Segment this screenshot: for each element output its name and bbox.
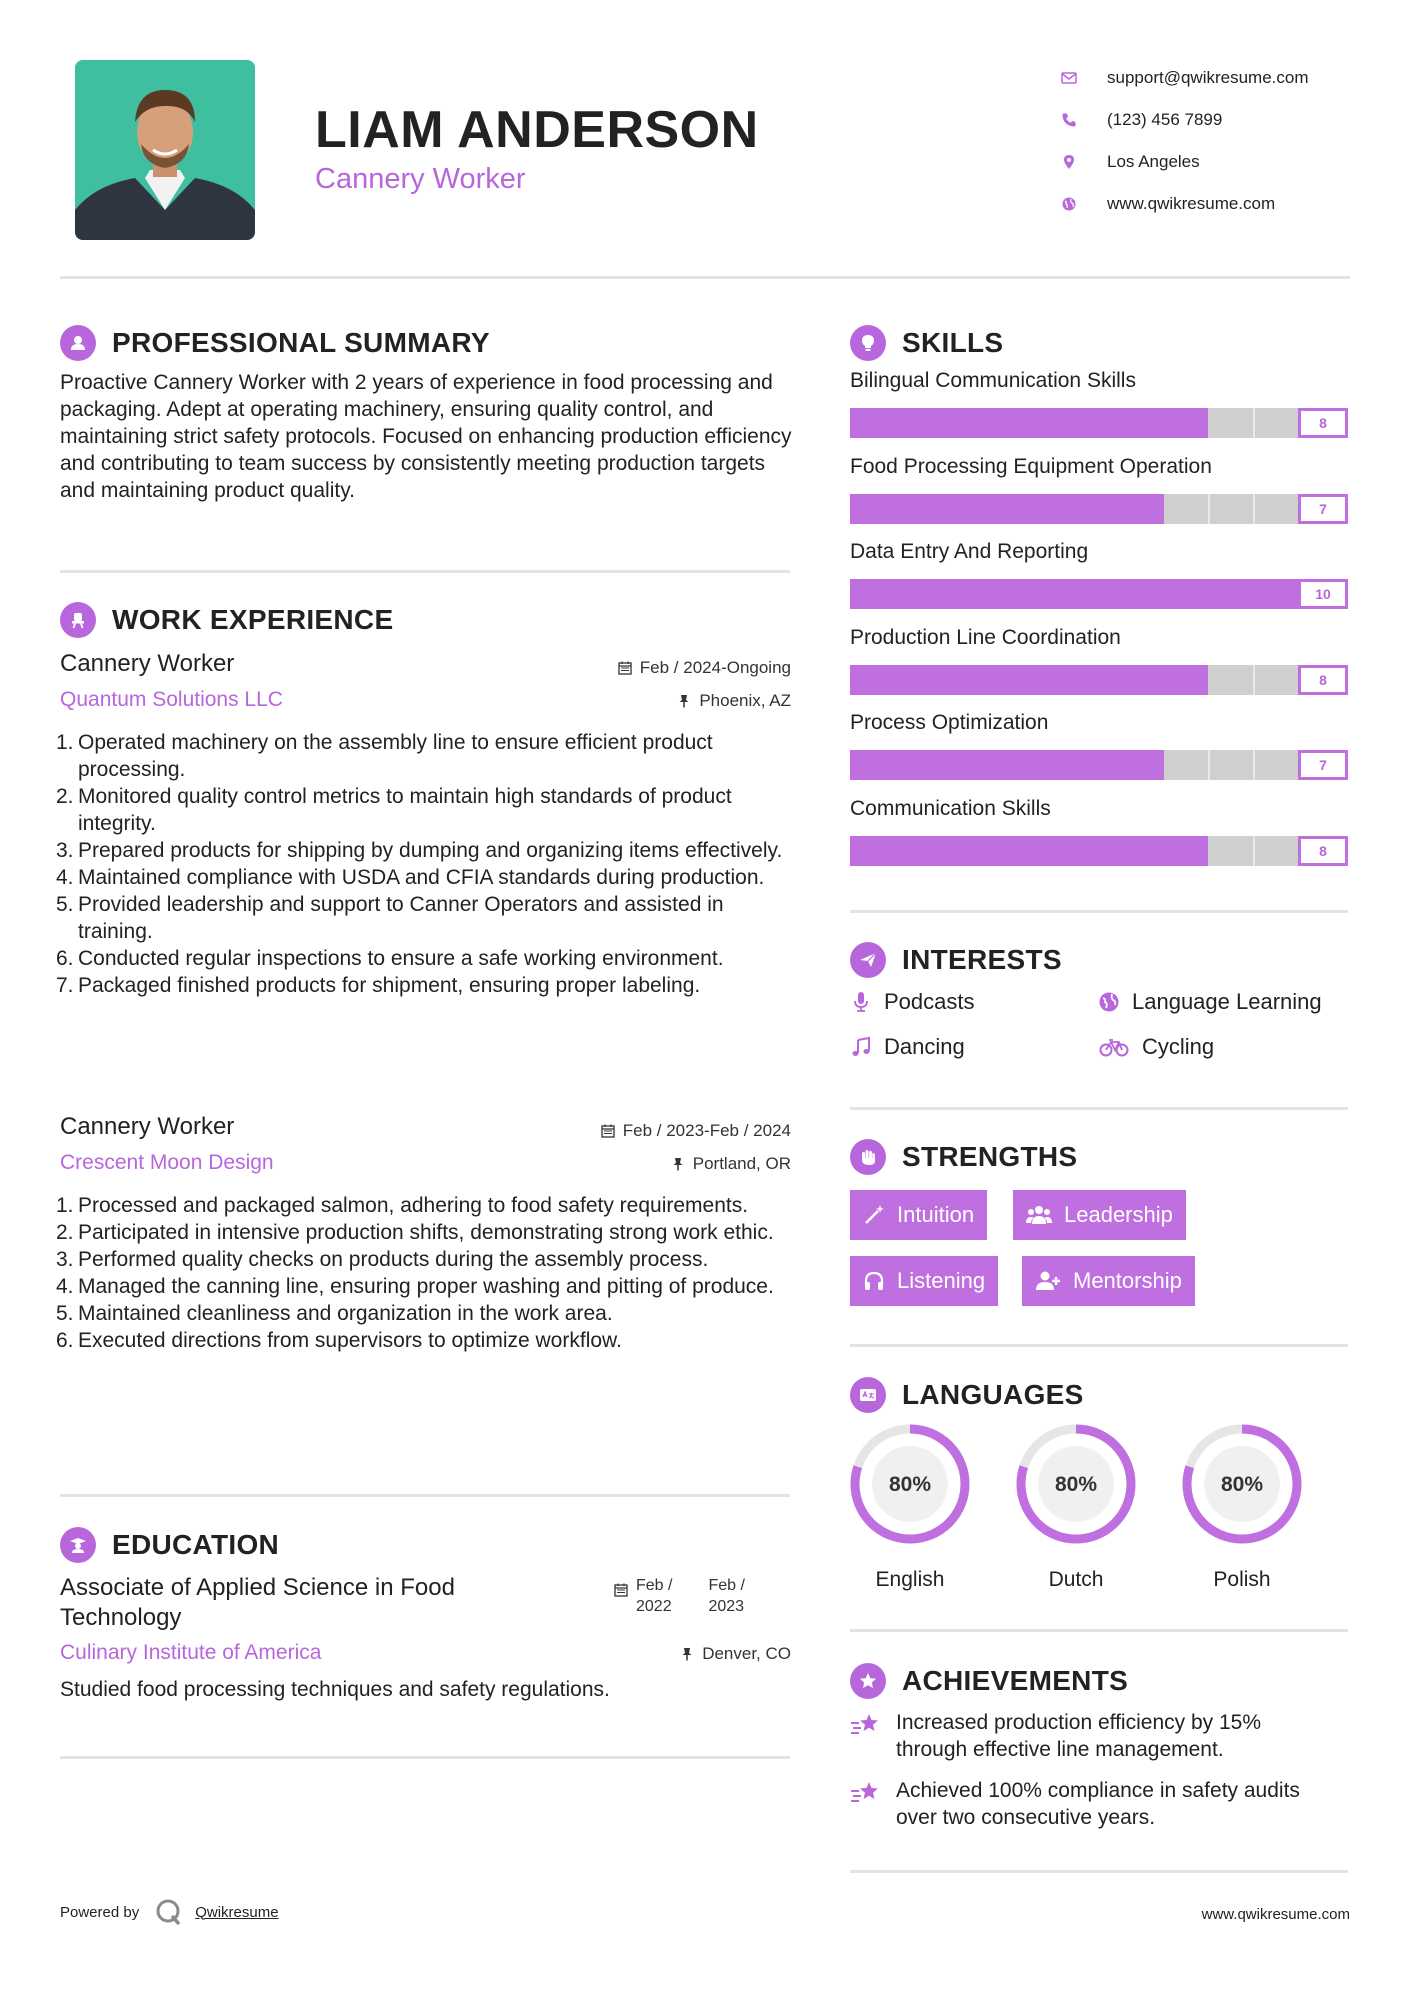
job-company: Quantum Solutions LLC [60,688,283,711]
skill-bar-fill [850,579,1348,609]
skill-bar-segment [1253,408,1255,438]
contact-block [1050,57,1380,225]
strengths-title: STRENGTHS [902,1141,1078,1172]
list-item: 4. Managed the canning line, ensuring proper washing and pitting of produce. [56,1275,774,1298]
education-location [560,1644,791,1664]
skill-name: Food Processing Equipment Operation [850,454,1212,478]
bicycle-icon [1098,1036,1130,1058]
experience-divider [60,1494,790,1497]
interests-title: INTERESTS [902,944,1062,975]
summary-text: Proactive Cannery Worker with 2 years of experience in food processing and packaging. Adept at operating machinery, ensuring quality control, and maintaining strict safety protocols. Focused on enhancing production efficiency and contributing to team success by consistently meeting production targets and maintaining product quality. [60,371,792,502]
skill-bar-segment [1208,494,1210,524]
candidate-title: Cannery Worker [315,163,526,195]
location-text: Los Angeles [1107,152,1200,171]
strengths-heading [850,1139,1077,1175]
skill-bar-segment [1253,494,1255,524]
education-end: Feb / 2023 [708,1577,745,1615]
music-note-icon [850,1036,872,1058]
user-icon [60,325,96,361]
strength-badge [1013,1190,1186,1240]
language-item [1001,1422,1151,1592]
paper-plane-icon [850,942,886,978]
achievements-heading [850,1663,1128,1699]
strengths-divider [850,1344,1348,1347]
map-pin-icon [1050,154,1088,170]
skill-name: Production Line Coordination [850,625,1121,649]
website-text: www.qwikresume.com [1107,194,1276,213]
skills-title: SKILLS [902,327,1004,358]
job-location [560,1154,791,1174]
language-percent: 80% [888,1473,932,1496]
calendar-icon [614,1583,628,1597]
skill-level-value: 8 [1298,665,1348,695]
language-donut [1180,1422,1304,1546]
magic-wand-icon [863,1204,885,1226]
skill-bar-fill [850,494,1164,524]
skill-name: Communication Skills [850,796,1051,820]
language-card-icon [850,1377,886,1413]
skill-bar-fill [850,665,1208,695]
envelope-icon [1050,70,1088,86]
strength-label: Mentorship [1073,1268,1182,1293]
education-location-text: Denver, CO [702,1644,791,1663]
shooting-star-icon [850,1779,882,1807]
shooting-star-icon [850,1711,882,1739]
list-item: 3. Performed quality checks on products during the assembly process. [56,1248,709,1271]
list-item: 7. Packaged finished products for shipment, ensuring proper labeling. [56,974,701,997]
job-dates [560,658,791,678]
education-heading [60,1527,279,1563]
calendar-icon [618,661,632,675]
skill-level-value: 8 [1298,836,1348,866]
candidate-name: LIAM ANDERSON [315,101,759,159]
language-donut [848,1422,972,1546]
interests-divider [850,1107,1348,1110]
skill-name: Bilingual Communication Skills [850,369,1136,392]
skill-bar [850,836,1348,866]
achievement-item [850,1709,1350,1763]
skill-level-value: 7 [1298,750,1348,780]
interest-label: Cycling [1142,1034,1215,1059]
job-title: Cannery Worker [60,1113,235,1140]
microphone-icon [850,991,872,1013]
interest-item [850,989,975,1015]
interest-label: Dancing [884,1034,965,1059]
strength-label: Leadership [1064,1202,1173,1227]
strength-badge [850,1256,998,1306]
summary-heading [60,325,490,361]
skill-bar-segment [1253,836,1255,866]
list-item: 5. Maintained cleanliness and organization in the work area. [56,1302,613,1325]
skill-bar-segment [1253,750,1255,780]
contact-location [1050,141,1380,183]
list-item: 6. Conducted regular inspections to ensure a safe working environment. [56,947,724,970]
list-item: 4. Maintained compliance with USDA and CFIA standards during production. [56,866,765,889]
experience-title: WORK EXPERIENCE [112,604,394,635]
achievements-title: ACHIEVEMENTS [902,1665,1129,1696]
list-item: 1. Processed and packaged salmon, adhering to food safety requirements. [56,1194,749,1217]
skill-bar [850,408,1348,438]
strength-badge [850,1190,987,1240]
skills-heading [850,325,1003,361]
school-name: Culinary Institute of America [60,1641,322,1664]
lightbulb-icon [850,325,886,361]
skill-bar [850,494,1348,524]
list-item: 5. Provided leadership and support to Canner Operators and assisted in training. [56,893,724,943]
interest-label: Podcasts [884,989,975,1014]
skill-bar-fill [850,750,1164,780]
language-percent: 80% [1220,1473,1264,1496]
job-location-text: Phoenix, AZ [699,691,791,710]
job-dates-text: Feb / 2023-Feb / 2024 [622,1121,791,1140]
degree-title [60,1573,455,1633]
interest-item [850,1034,965,1060]
qwikresume-logo-icon [155,1898,183,1926]
list-item: 2. Monitored quality control metrics to maintain high standards of product integrity. [56,785,732,835]
job-dates [540,1121,791,1141]
education-dates [614,1575,745,1617]
skill-bar-fill [850,408,1208,438]
education-start: Feb / 2022 [636,1577,673,1615]
chair-icon [60,602,96,638]
interest-label: Language Learning [1132,989,1322,1014]
phone-text: (123) 456 7899 [1107,110,1223,129]
language-donut [1014,1422,1138,1546]
language-name: English [875,1568,945,1591]
header-divider [60,276,1350,279]
interests-heading [850,942,1062,978]
phone-icon [1050,112,1088,128]
job-dates-text: Feb / 2024-Ongoing [639,658,791,677]
brand-link[interactable]: Qwikresume [195,1903,279,1921]
achievement-text: Increased production efficiency by 15% through effective line management. [896,1711,1261,1761]
education-title: EDUCATION [112,1529,280,1560]
achievements-divider [850,1870,1348,1873]
skill-bar-segment [1253,665,1255,695]
job-company: Crescent Moon Design [60,1151,274,1174]
skill-name: Process Optimization [850,711,1049,734]
users-icon [1026,1204,1052,1226]
achievement-text: Achieved 100% compliance in safety audits over two consecutive years. [896,1779,1300,1829]
skill-bar [850,579,1348,609]
fist-icon [850,1139,886,1175]
strength-label: Listening [897,1268,986,1293]
job-bullets [56,729,800,999]
language-item [835,1422,985,1592]
strength-badge [1022,1256,1195,1306]
contact-email[interactable] [1050,57,1380,99]
languages-divider [850,1629,1348,1632]
experience-heading [60,602,393,638]
languages-heading [850,1377,1084,1413]
email-text: support@qwikresume.com [1107,68,1309,87]
pushpin-icon [671,1157,685,1171]
list-item: 6. Executed directions from supervisors to optimize workflow. [56,1329,622,1352]
degree-line: Technology [60,1604,182,1631]
job-bullets [56,1192,800,1354]
contact-website[interactable] [1050,183,1380,225]
interest-item [1098,989,1322,1015]
education-divider [60,1756,790,1759]
languages-title: LANGUAGES [902,1379,1084,1410]
skill-bar [850,750,1348,780]
contact-phone[interactable] [1050,99,1380,141]
job-location [560,691,791,711]
skills-divider [850,910,1348,913]
achievement-item [850,1777,1350,1831]
footer-website[interactable]: www.qwikresume.com [1201,1906,1350,1923]
summary-title: PROFESSIONAL SUMMARY [112,327,490,358]
interest-item [1098,1034,1214,1060]
list-item: 2. Participated in intensive production shifts, demonstrating strong work ethic. [56,1221,774,1244]
footer-powered-by [60,1898,279,1926]
degree-line: Associate of Applied Science in Food [60,1574,455,1601]
strength-label: Intuition [897,1202,975,1227]
list-item: 1. Operated machinery on the assembly line to ensure efficient product processing. [56,731,713,781]
skill-name: Data Entry And Reporting [850,540,1089,563]
job-title: Cannery Worker [60,650,235,677]
headphones-icon [863,1270,885,1292]
skill-bar-fill [850,836,1208,866]
skill-bar-segment [1208,750,1210,780]
calendar-icon [601,1124,615,1138]
pushpin-icon [677,694,691,708]
globe-icon [1050,196,1088,212]
education-description: Studied food processing techniques and safety regulations. [60,1678,610,1701]
language-item [1167,1422,1317,1592]
language-name: Polish [1213,1568,1271,1591]
pushpin-icon [680,1647,694,1661]
skill-level-value: 7 [1298,494,1348,524]
profile-photo [75,60,255,240]
star-badge-icon [850,1663,886,1699]
skill-level-value: 10 [1298,579,1348,609]
list-item: 3. Prepared products for shipping by dumping and organizing items effectively. [56,839,783,862]
globe-icon [1098,991,1120,1013]
user-plus-icon [1035,1270,1061,1292]
language-name: Dutch [1048,1568,1104,1591]
job-location-text: Portland, OR [692,1154,791,1173]
language-percent: 80% [1054,1473,1098,1496]
skill-level-value: 8 [1298,408,1348,438]
graduate-icon [60,1527,96,1563]
skill-bar [850,665,1348,695]
powered-by-text: Powered by [60,1903,140,1921]
summary-divider [60,570,790,573]
